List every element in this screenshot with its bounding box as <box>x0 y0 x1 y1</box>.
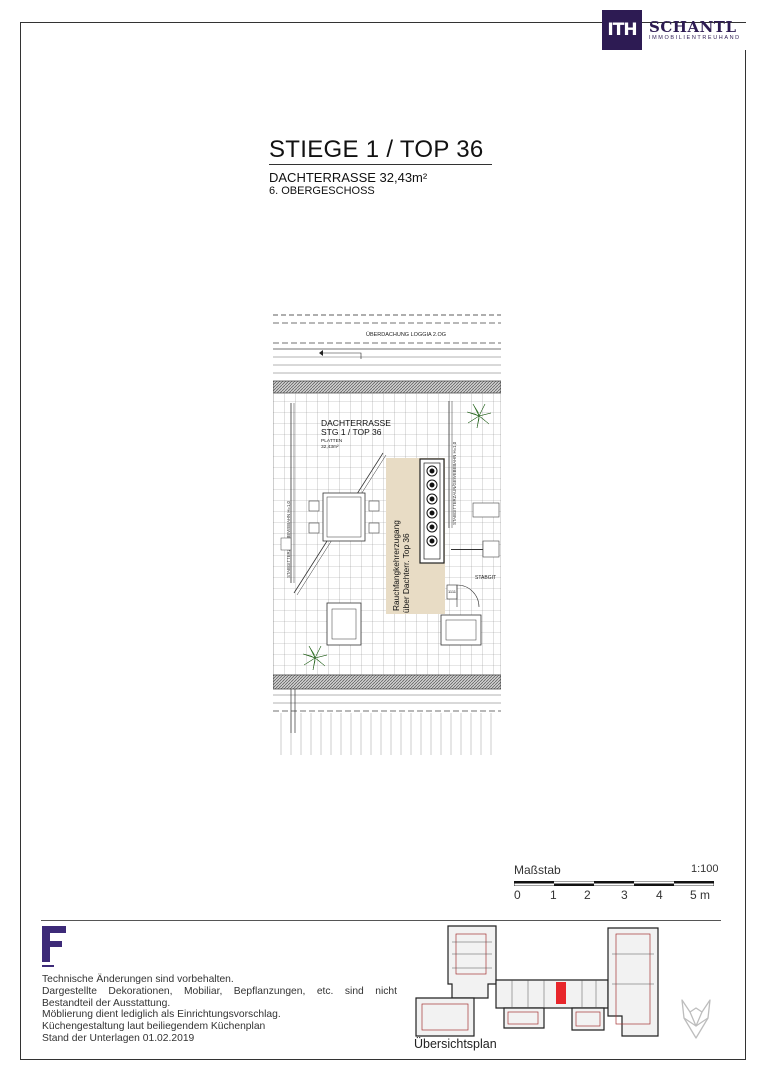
terrace-material-label: PLATTEN <box>321 439 343 444</box>
railing-right-label: STABGITTERZAUN/GEWEBEBAHN H=1,0 <box>452 441 457 525</box>
logo-tagline: IMMOBILIENTREUHAND <box>649 35 741 41</box>
scale-bar <box>514 881 714 886</box>
scale-ticks <box>514 888 724 904</box>
terrace-label: DACHTERRASSE <box>321 418 391 428</box>
scale-tick: 5 m <box>690 888 711 902</box>
scale-tick: 3 <box>621 888 628 902</box>
stair-label: STABGIT <box>475 575 497 581</box>
note-line: Möblierung dient lediglich als Einrichtungsvorschlag. <box>42 1009 281 1021</box>
frame-bottom <box>20 1059 746 1060</box>
overview-label: Übersichtsplan <box>414 1037 497 1051</box>
logo-name: SCHANTL <box>649 18 737 36</box>
overview-plan <box>412 924 672 1040</box>
note-line: Bestandteil der Ausstattung. <box>42 997 171 1009</box>
scale-tick: 2 <box>584 888 591 902</box>
footer-divider <box>41 920 721 921</box>
floor-heading: 6. OBERGESCHOSS <box>269 185 375 197</box>
page-title: STIEGE 1 / TOP 36 <box>269 136 484 163</box>
terrace-unit-label: STG 1 / TOP 36 <box>321 427 382 437</box>
logo-text <box>649 19 741 41</box>
step-label: 1111 <box>448 589 457 594</box>
chimney-access-label-1: Rauchfangkehrerzugang <box>391 520 401 611</box>
scale-ratio: 1:100 <box>691 863 719 875</box>
f-brand-logo <box>42 926 68 970</box>
fox-logo <box>678 996 714 1042</box>
floor-plan <box>273 313 501 755</box>
overview-highlight <box>556 982 566 1004</box>
frame-left <box>20 22 21 1060</box>
note-line: Stand der Unterlagen 01.02.2019 <box>42 1032 195 1044</box>
scale-tick: 0 <box>514 888 521 902</box>
note-line: Dargestellte Dekorationen, Mobiliar, Bepflanzungen, etc. sind nicht <box>42 985 397 997</box>
chimney-access-label-2: über Dachterr. Top 36 <box>401 533 411 613</box>
frame-right <box>745 50 746 1060</box>
logo-mark: ITH <box>602 10 642 50</box>
terrace-area-heading: DACHTERRASSE 32,43m² <box>269 170 428 185</box>
company-logo <box>602 10 741 50</box>
scale-tick: 4 <box>656 888 663 902</box>
scale-tick: 1 <box>550 888 557 902</box>
disclaimer-notes <box>42 974 397 1045</box>
roof-label: ÜBERDACHUNG LOGGIA 2.OG <box>366 332 447 338</box>
scale-label: Maßstab <box>514 863 561 877</box>
note-line: Technische Änderungen sind vorbehalten. <box>42 974 234 985</box>
note-line: Küchengestaltung laut beiliegendem Küchenplan <box>42 1021 266 1033</box>
title-underline <box>269 164 492 165</box>
terrace-area-label: 32,43m² <box>321 445 339 450</box>
